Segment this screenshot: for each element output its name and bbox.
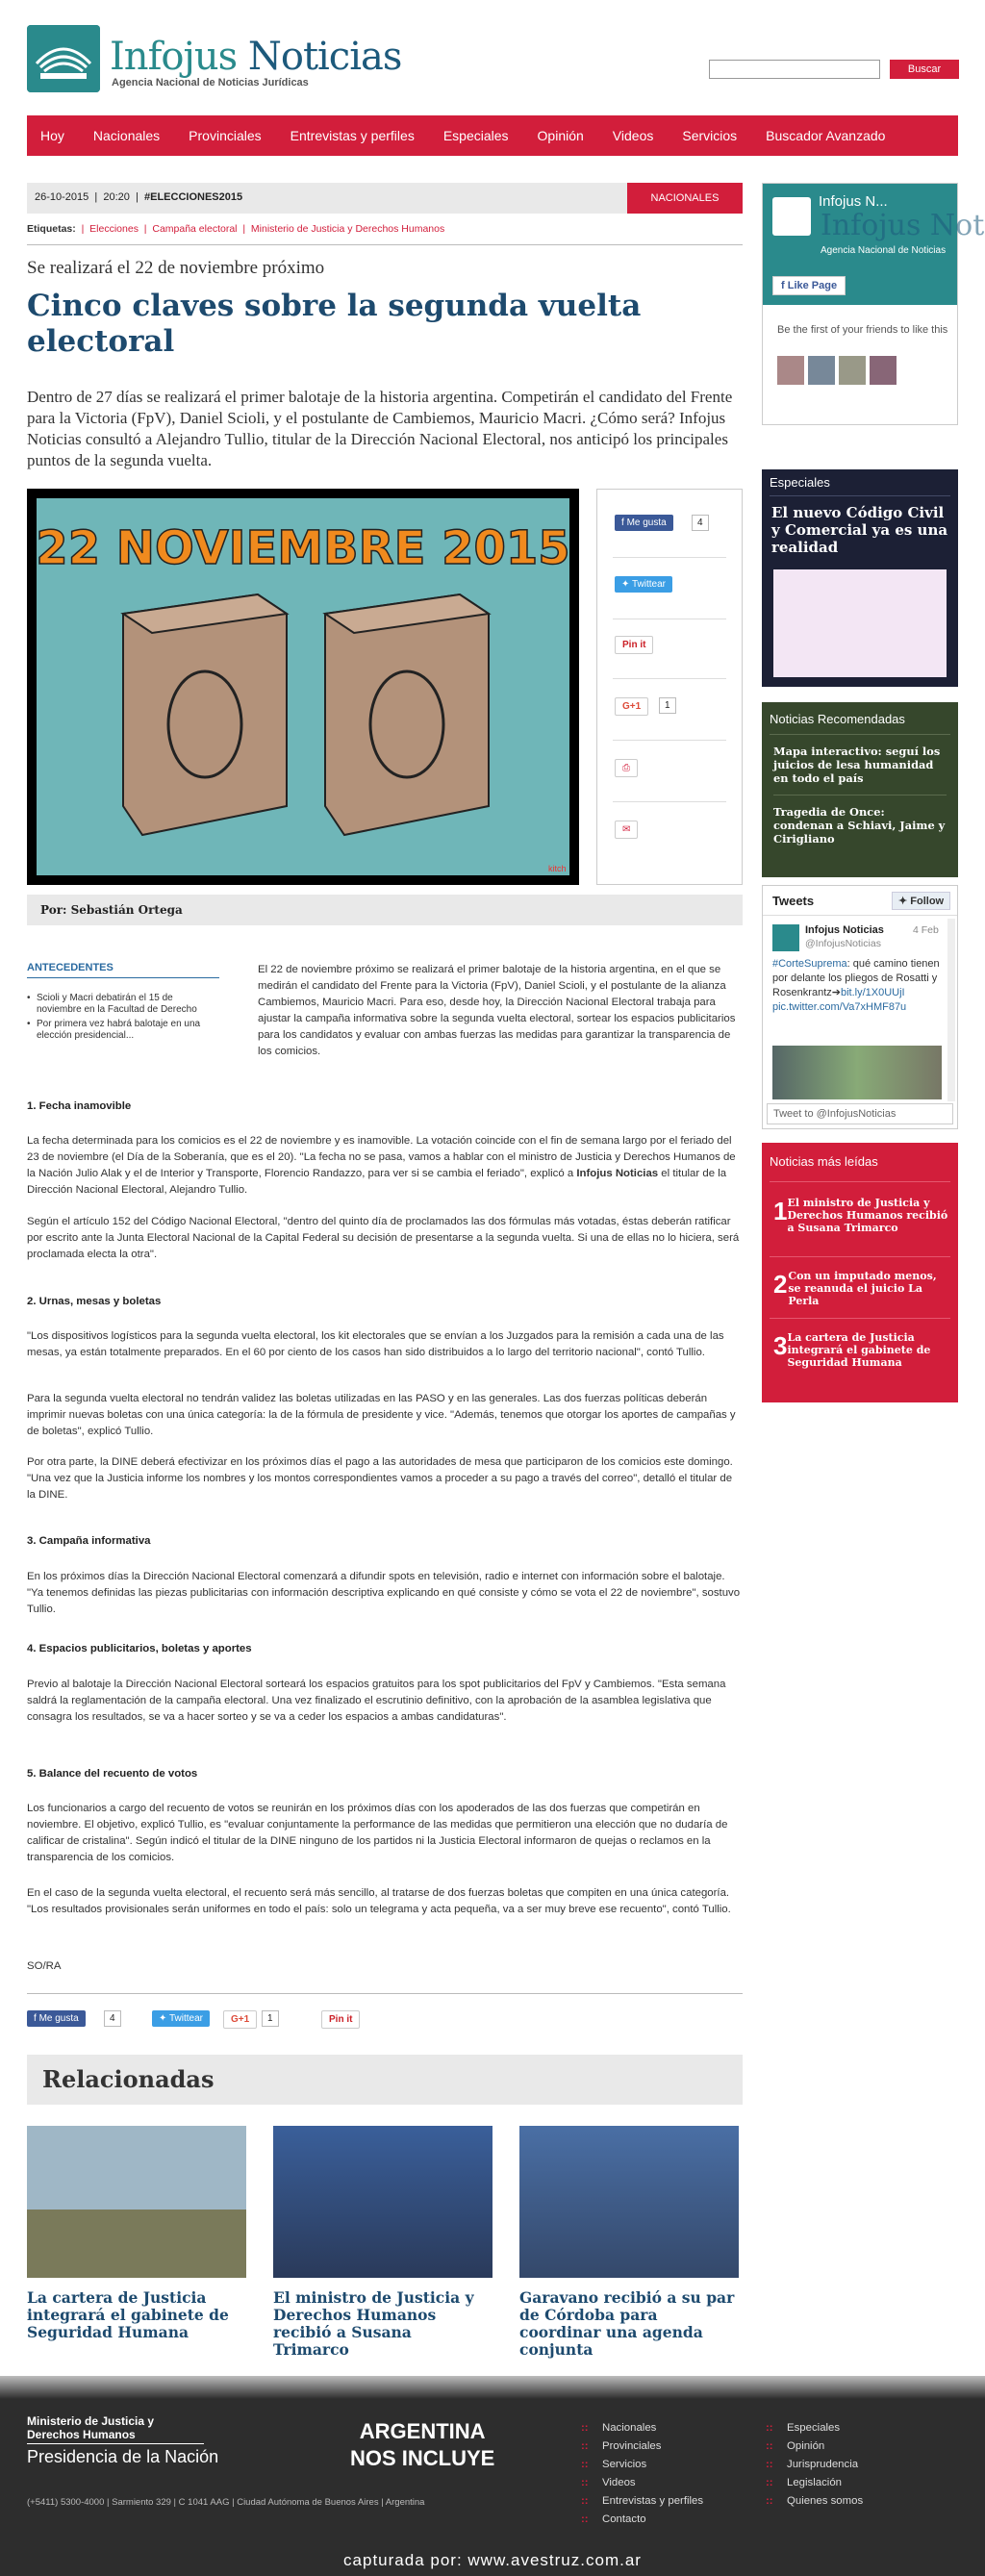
footer-link[interactable]: :: Jurisprudencia	[766, 2459, 858, 2470]
related-image[interactable]	[273, 2126, 492, 2278]
article-hashtag[interactable]: #ELECCIONES2015	[144, 191, 243, 203]
site-logo[interactable]	[27, 25, 100, 92]
tweet-text	[772, 957, 942, 1015]
tag-link[interactable]: Ministerio de Justicia y Derechos Humanos	[250, 223, 445, 235]
article-paragraph	[27, 1133, 743, 1199]
tweet-handle[interactable]: @InfojusNoticias	[805, 938, 881, 949]
twitter-widget	[762, 885, 958, 1129]
divider	[770, 1256, 950, 1257]
divider	[763, 915, 957, 916]
footer-link[interactable]: :: Quienes somos	[766, 2495, 863, 2507]
article-paragraph: Para la segunda vuelta electoral no tendrán validez las boletas utilizadas en las PASO y en las generales. Las dos fuerzas políticas deberán imprimir nuevas boletas con una única categoría: la de la fórmula de presidente y vice. "Además, tenemos que otorgar los aportes de campañas y de boletas", explicó Tullio.	[27, 1393, 736, 1437]
divider	[27, 244, 743, 245]
antecedentes-title: ANTECEDENTES	[27, 962, 114, 973]
gplus-count: 1	[262, 2010, 279, 2027]
avatar[interactable]	[777, 356, 804, 385]
related-title[interactable]: El ministro de Justicia y Derechos Humanos recibió a Susana Trimarco	[273, 2288, 474, 2359]
divider	[770, 734, 950, 735]
divider	[773, 795, 947, 796]
nav-item-especiales[interactable]: Especiales	[442, 128, 509, 143]
argentina-logo	[350, 2418, 494, 2472]
mas-leida-title: La cartera de Justicia integrará el gabinete de Seguridad Humana	[787, 1331, 931, 1369]
article-paragraph: Previo al balotaje la Dirección Nacional Electoral sorteará los espacios gratuitos para los spot publicitarios del FpV y Cambiemos. "Esta semana saldrá la reglamentación de la campaña electoral. Una vez finalizado el escrutinio definitivo, con la aprobación de la asamblea legislativa que consagra los resultados, se va a hacer sorteo y se va a ceder los espacios a ambas candidaturas".	[27, 1679, 726, 1723]
search-button[interactable]: Buscar	[890, 60, 959, 79]
facebook-icon: f	[34, 2013, 39, 2024]
nav-item-hoy[interactable]: Hoy	[40, 128, 64, 143]
divider	[770, 1181, 950, 1182]
like-count: 4	[104, 2010, 121, 2027]
tweet-date[interactable]: 4 Feb	[913, 924, 939, 936]
divider	[613, 678, 726, 679]
article-time: 20:20	[103, 191, 130, 203]
rank-number: 1	[773, 1197, 788, 1225]
fb-page-name: Infojus N...	[819, 193, 888, 210]
fb-cover-overlay: Infojus Not	[821, 209, 985, 242]
fb-cover-sub: Agencia Nacional de Noticias	[821, 245, 947, 256]
article-date: 26-10-2015	[35, 191, 89, 203]
especiales-image	[773, 569, 947, 677]
section-heading: 2. Urnas, mesas y boletas	[27, 1296, 162, 1307]
follow-button[interactable]	[892, 892, 950, 910]
search-input[interactable]	[709, 60, 880, 79]
article-lead: Dentro de 27 días se realizará el primer balotaje de la historia argentina. Competirán el candidato del Frente para la Victoria (FpV), Daniel Scioli, y el postulante de Cambiemos, Mauricio Macri. ¿Cómo será? Infojus Noticias consultó a Alejandro Tullio, titular de la Dirección Nacional Electoral, nos anticipó los principales puntos de la segunda vuelta.	[27, 388, 733, 469]
tweet-button[interactable]	[152, 2010, 210, 2027]
image-caption-text: 22 NOVIEMBRE 2015	[36, 521, 570, 575]
facebook-icon: f	[781, 280, 788, 291]
fb-like-page-button[interactable]	[772, 276, 846, 295]
presidency-name[interactable]: Presidencia de la Nación	[27, 2447, 219, 2466]
rank-number: 3	[773, 1331, 788, 1360]
brand-main: Infojus	[110, 35, 238, 79]
footer-link[interactable]: :: Contacto	[581, 2513, 646, 2525]
pinterest-button[interactable]: Pin it	[321, 2010, 360, 2029]
print-icon[interactable]: ⎙	[615, 759, 638, 777]
avatar[interactable]	[772, 924, 799, 951]
tweet-hashtag[interactable]: #CorteSuprema	[772, 958, 847, 970]
avatar[interactable]	[870, 356, 897, 385]
tags-label: Etiquetas:	[27, 223, 76, 235]
gplus-button[interactable]: G+1	[223, 2010, 257, 2029]
section-heading: 4. Espacios publicitarios, boletas y aportes	[27, 1643, 252, 1654]
tweet-button[interactable]	[615, 576, 672, 593]
article-image	[27, 489, 579, 885]
brand-name[interactable]	[110, 35, 401, 79]
divider	[770, 1318, 950, 1319]
footer-link[interactable]: :: Opinión	[766, 2440, 824, 2452]
gplus-button[interactable]: G+1	[615, 697, 648, 716]
footer-link[interactable]: :: Entrevistas y perfiles	[581, 2495, 703, 2507]
mas-leida-item[interactable]	[773, 1270, 952, 1307]
paragraph-bold: Infojus Noticias	[576, 1168, 659, 1179]
mas-leida-title: Con un imputado menos, se reanuda el juicio La Perla	[788, 1270, 937, 1307]
tweet-body: : qué camino tienen por delante los pliegos de Rosatti y Rosenkrantz➔	[772, 958, 940, 998]
fb-friends-text: Be the first of your friends to like this	[777, 324, 948, 336]
nav-item-buscador[interactable]: Buscador Avanzado	[766, 128, 886, 143]
section-heading: 3. Campaña informativa	[27, 1535, 151, 1547]
facebook-icon: f	[621, 518, 627, 528]
tweets-title: Tweets	[772, 894, 815, 908]
section-badge[interactable]: NACIONALES	[627, 183, 743, 214]
article-paragraph: "Los dispositivos logísticos para la segunda vuelta electoral, los kit electorales que se envían a los Juzgados para la remisión a cada una de las mesas, ya están totalmente preparados. En el 60 por ciento de los casos han sido distribuidos a lo largo del territorio nacional", contó Tullio.	[27, 1330, 724, 1358]
brand-accent: Noticias	[247, 35, 402, 79]
footer-link[interactable]: :: Servicios	[581, 2459, 646, 2470]
antecedentes-item[interactable]: • Scioli y Macri debatirán el 15 de noviembre en la Facultad de Derecho	[27, 993, 219, 1016]
tweet-label: Twittear	[168, 2013, 203, 2024]
footer-shadow	[0, 2376, 985, 2399]
divider	[27, 1993, 743, 1994]
tags-row: Etiquetas: | Elecciones | Campaña electoral | Ministerio de Justicia y Derechos Humanos	[27, 223, 445, 235]
article-paragraph: Por otra parte, la DINE deberá efectivizar en los próximos días el pago a las autoridades de mesa que participaron de los comicios este domingo. "Una vez que la Justicia informe los nombres y los montos correspondientes vamos a proceder a su pago a través del correo", detalló el titular de la DINE.	[27, 1456, 733, 1501]
article-paragraph: Los funcionarios a cargo del recuento de votos se reunirán en los próximos días con los apoderados de las dos fuerzas que competirán en noviembre. El objetivo, explicó Tullio, es "evaluar conjuntamente la performance de las medidas que permitieron una elección que no dudaría de calificar de cristalina". Según indicó el titular de la DINE ninguno de los partidos ni la Justicia Electoral informaron de quejas o reclamos en la transparencia de los comicios.	[27, 1803, 728, 1863]
gplus-count: 1	[659, 697, 676, 714]
share-column	[596, 489, 743, 885]
tag-link[interactable]: Campaña electoral	[152, 223, 238, 235]
footer	[0, 2376, 985, 2576]
avatar[interactable]	[839, 356, 866, 385]
like-count: 4	[692, 515, 709, 531]
nos-incluye-text: NOS INCLUYE	[350, 2446, 495, 2470]
ballot-boxes-illustration	[27, 489, 579, 885]
tweet-link[interactable]: bit.ly/1X0UUjI pic.twitter.com/Va7xHMF87u	[772, 987, 907, 1013]
nav-item-servicios[interactable]: Servicios	[682, 128, 738, 143]
article-paragraph: En el caso de la segunda vuelta electoral, el recuento será más sencillo, al tratarse de dos fuerzas boletas que compiten en una única categoría. "Los resultados provisionales serán uniformes en todo el país: solo un telegrama y acta pequeña, va a ser muy breve ese recuento", contó Tullio.	[27, 1887, 731, 1915]
recomendada-link[interactable]: Tragedia de Once: condenan a Schiavi, Jaime y Cirigliano	[773, 805, 946, 846]
tweet-to-input[interactable]: Tweet to @InfojusNoticias	[767, 1103, 953, 1124]
article-kicker: Se realizará el 22 de noviembre próximo	[27, 258, 325, 278]
facebook-like-button[interactable]	[615, 515, 673, 531]
tweet-label: Twittear	[631, 579, 666, 590]
section-heading: 5. Balance del recuento de votos	[27, 1768, 198, 1780]
pinterest-button[interactable]: Pin it	[615, 636, 653, 654]
facebook-like-button[interactable]	[27, 2010, 86, 2027]
related-image[interactable]	[519, 2126, 739, 2278]
mas-leida-item[interactable]	[773, 1331, 952, 1369]
mas-leida-title: El ministro de Justicia y Derechos Humanos recibió a Susana Trimarco	[787, 1197, 948, 1234]
tweet-image[interactable]	[772, 1046, 942, 1099]
twitter-icon: ✦	[621, 579, 632, 590]
book-logo-icon	[27, 25, 100, 92]
paragraph-text: La fecha determinada para los comicios es el 22 de noviembre y es inamovible. La votación coincide con el fin de semana largo por el feriado del 23 de noviembre (el Día de la Soberanía, que es el 20). "La fecha no se pasa, vamos a hablar con el ministro de Justicia y Derechos Humanos de la Nación Julio Alak y el de Interior y Transporte, Florencio Randazzo, para ver si se cambia el feriado", explicó a	[27, 1135, 736, 1179]
footer-link[interactable]: :: Especiales	[766, 2422, 840, 2434]
especiales-title: Especiales	[770, 475, 830, 490]
capture-credit: capturada por: www.avestruz.com.ar	[343, 2551, 642, 2569]
section-heading: 1. Fecha inamovible	[27, 1100, 132, 1112]
article-meta: 26-10-2015 | 20:20 | #ELECCIONES2015	[35, 191, 243, 203]
footer-link[interactable]: :: Nacionales	[581, 2422, 656, 2434]
divider	[27, 977, 219, 978]
recomendadas-box	[762, 702, 958, 877]
divider	[27, 2443, 204, 2444]
recomendadas-title: Noticias Recomendadas	[770, 712, 905, 726]
page-logo-icon	[772, 197, 811, 236]
divider	[770, 495, 950, 496]
nav-item-videos[interactable]: Videos	[612, 128, 654, 143]
avatar[interactable]	[808, 356, 835, 385]
mas-leidas-box	[762, 1143, 958, 1402]
twitter-icon: ✦	[898, 896, 911, 907]
especiales-headline: El nuevo Código Civil y Comercial ya es una realidad	[771, 504, 948, 556]
article-paragraph: Según el artículo 152 del Código Nacional Electoral, "dentro del quinto día de proclamados las dos fórmulas más votadas, éstas deberán ratificar por escrito ante la Junta Electoral Nacional de la Capital Federal su decisión de presentarse a la segunda vuelta. Si una de ellas no lo hiciera, será proclamada electa la otra".	[27, 1216, 740, 1260]
twitter-icon: ✦	[159, 2013, 169, 2024]
antecedentes-item[interactable]: • Por primera vez habrá balotaje en una elección presidencial...	[27, 1019, 219, 1042]
divider	[613, 801, 726, 802]
recomendada-link[interactable]: Mapa interactivo: seguí los juicios de lesa humanidad en todo el país	[773, 745, 941, 785]
nav-item-nacionales[interactable]: Nacionales	[92, 128, 161, 143]
article-intro: El 22 de noviembre próximo se realizará el primer balotaje de la historia argentina, en el que se medirán el candidato del Frente para la Victoria (FpV), Daniel Scioli, y el postulante de la alianza Cambiemos, Mauricio Macri. Para eso, desde hoy, la Dirección Nacional Electoral trabaja para ajustar la campaña informativa sobre la segunda vuelta electoral, sortear los espacios publicitarios para los candidatos y evaluar con ambas fuerzas las medidas para garantizar la transparencia de los comicios.	[258, 964, 736, 1057]
mas-leida-item[interactable]	[773, 1197, 952, 1234]
rank-number: 2	[773, 1270, 788, 1299]
follow-label: Follow	[910, 896, 945, 907]
email-icon[interactable]: ✉	[615, 821, 638, 839]
nav-item-opinion[interactable]: Opinión	[537, 128, 584, 143]
footer-address: (+5411) 5300-4000 | Sarmiento 329 | C 1041 AAG | Ciudad Autónoma de Buenos Aires | Argentina	[27, 2497, 425, 2508]
footer-link[interactable]: :: Legislación	[766, 2477, 842, 2488]
related-title[interactable]: Garavano recibió a su par de Córdoba para coordinar una agenda conjunta	[519, 2288, 735, 2359]
paragraph-text: el titular de la Dirección Nacional Electoral, Alejandro Tullio.	[27, 1168, 727, 1196]
tweet-user[interactable]: Infojus Noticias	[805, 924, 884, 936]
article-headline: Cinco claves sobre la segunda vuelta electoral	[27, 289, 642, 359]
divider	[613, 557, 726, 558]
scrollbar[interactable]	[947, 919, 955, 1101]
footer-link[interactable]: :: Videos	[581, 2477, 636, 2488]
like-label: Me gusta	[626, 518, 667, 528]
fb-friend-avatars	[777, 356, 897, 389]
image-credit: kitch	[548, 864, 567, 873]
nav-item-entrevistas[interactable]: Entrevistas y perfiles	[290, 128, 415, 143]
tag-link[interactable]: Elecciones	[89, 223, 139, 235]
like-label: Me gusta	[38, 2013, 79, 2024]
article-paragraph: En los próximos días la Dirección Nacional Electoral comenzará a difundir spots en televisión, radio e internet con información sobre el balotaje. "Ya tenemos definidas las piezas publicitarias con información descriptiva explicando en qué consiste y cómo se vota el 22 de noviembre", sostuvo Tullio.	[27, 1571, 741, 1615]
main-nav	[27, 115, 958, 156]
divider	[613, 740, 726, 741]
footer-link[interactable]: :: Provinciales	[581, 2440, 661, 2452]
especiales-box[interactable]	[762, 469, 958, 687]
argentina-text: ARGENTINA	[359, 2419, 486, 2443]
like-page-label: Like Page	[787, 280, 838, 291]
relacionadas-title: Relacionadas	[27, 2055, 743, 2105]
related-image[interactable]	[27, 2126, 246, 2278]
mas-leidas-title: Noticias más leídas	[770, 1154, 878, 1169]
related-title[interactable]: La cartera de Justicia integrará el gabinete de Seguridad Humana	[27, 2288, 229, 2341]
article-signature: SO/RA	[27, 1960, 62, 1972]
facebook-banner[interactable]	[763, 184, 985, 305]
byline: Por: Sebastián Ortega	[27, 895, 743, 925]
nav-item-provinciales[interactable]: Provinciales	[189, 128, 262, 143]
ministry-name[interactable]: Ministerio de Justicia y Derechos Humanos	[27, 2414, 155, 2441]
antecedentes-list	[27, 993, 219, 1045]
brand-subtitle: Agencia Nacional de Noticias Jurídicas	[112, 77, 309, 88]
